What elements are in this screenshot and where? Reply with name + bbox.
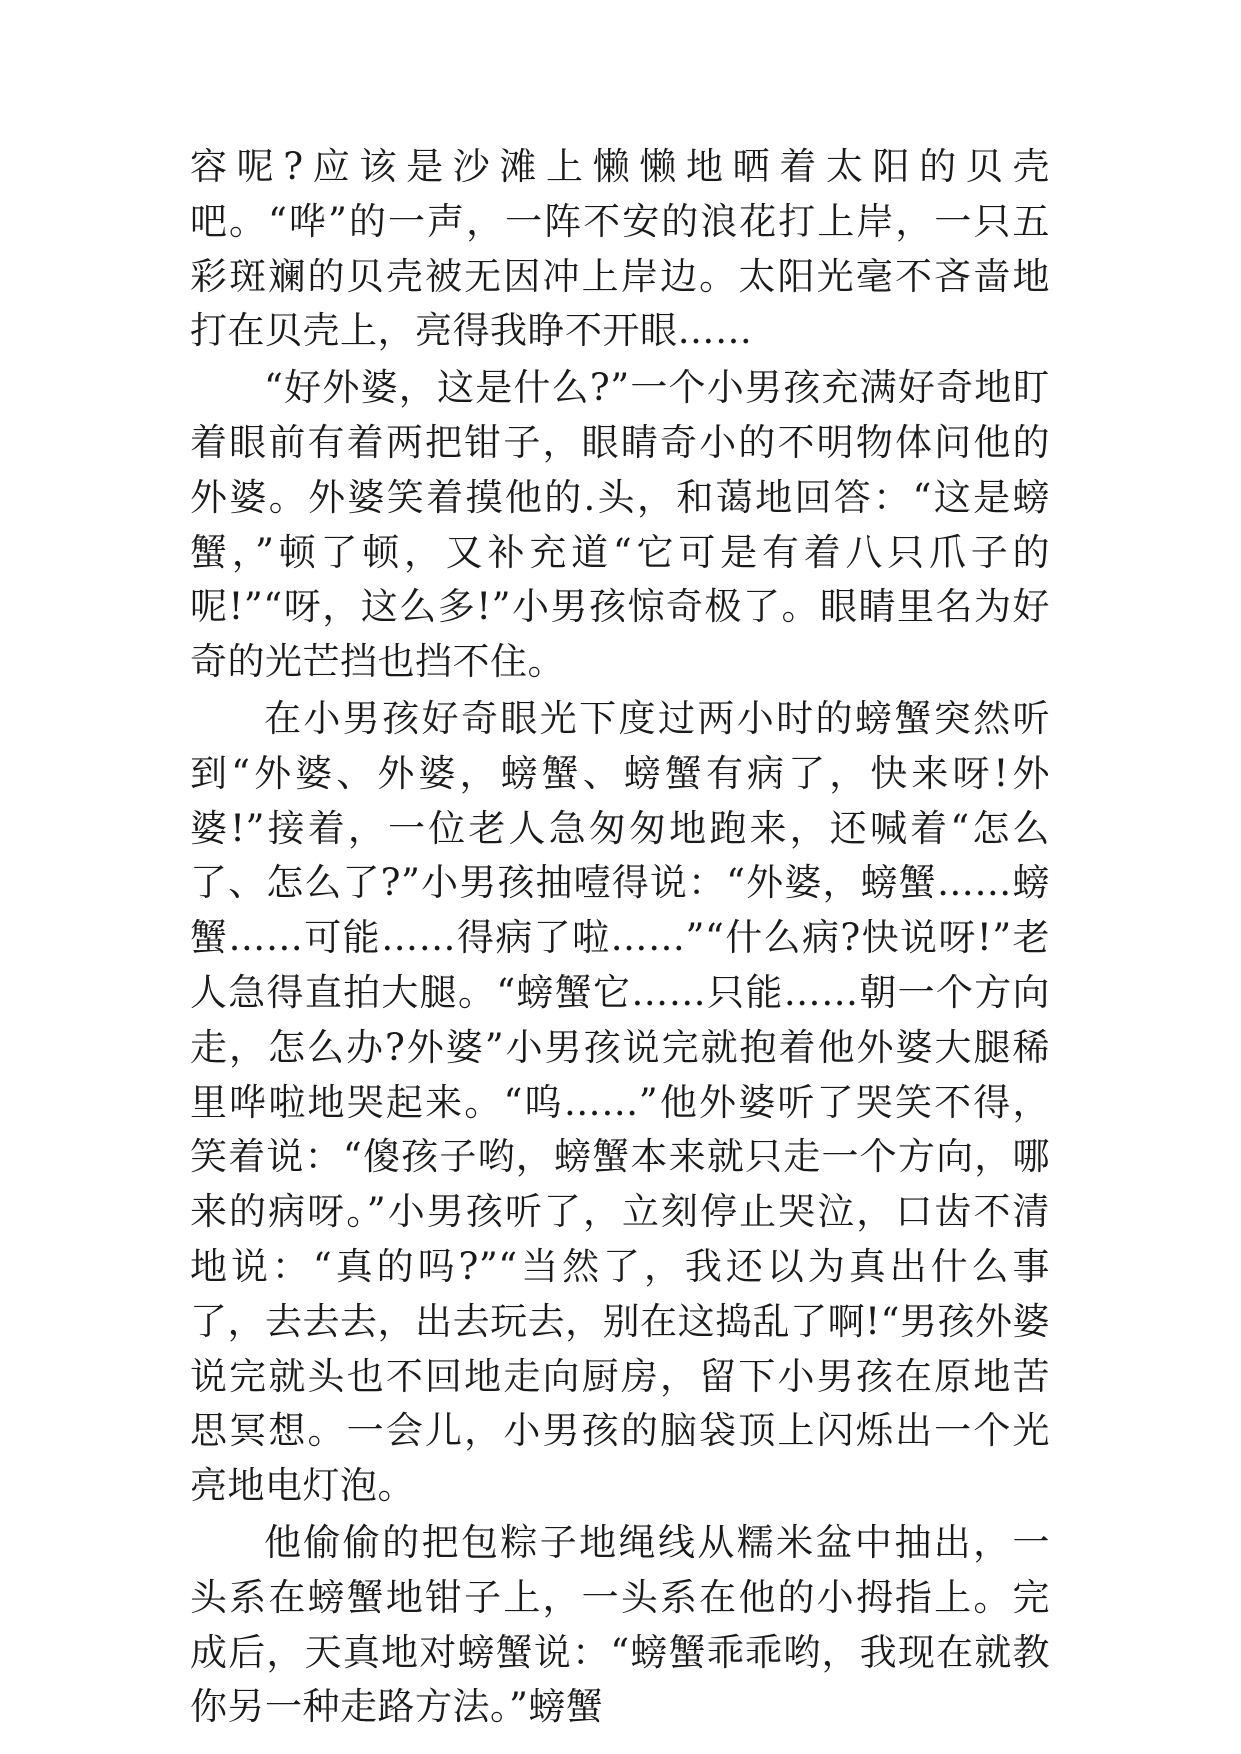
document-page (190, 140, 1050, 1735)
paragraph-1: 容呢?应该是沙滩上懒懒地晒着太阳的贝壳吧。“哗”的一声，一阵不安的浪花打上岸，一只五彩斑斓的贝壳被无因冲上岸边。太阳光毫不吝啬地打在贝壳上，亮得我睁不开眼…… (190, 145, 1050, 353)
paragraph-3: 在小男孩好奇眼光下度过两小时的螃蟹突然听到“外婆、外婆，螃蟹、螃蟹有病了，快来呀!外婆!”接着，一位老人急匆匆地跑来，还喊着“怎么了、怎么了?”小男孩抽噎得说：“外婆，螃蟹……螃蟹……可能……得病了啦……”“什么病?快说呀!”老人急得直拍大腿。“螃蟹它……只能……朝一个方向走，怎么办?外婆”小男孩说完就抱着他外婆大腿稀里哗啦地哭起来。“呜……”他外婆听了哭笑不得，笑着说：“傻孩子哟，螃蟹本来就只走一个方向，哪来的病呀。”小男孩听了，立刻停止哭泣，口齿不清地说：“真的吗?”“当然了，我还以为真出什么事了，去去去，出去玩去，别在这捣乱了啊!“男孩外婆说完就头也不回地走向厨房，留下小男孩在原地苦思冥想。一会儿，小男孩的脑袋顶上闪烁出一个光亮地电灯泡。 (190, 696, 1050, 1508)
paragraph-2: “好外婆，这是什么?”一个小男孩充满好奇地盯着眼前有着两把钳子，眼睛奇小的不明物体问他的外婆。外婆笑着摸他的.头，和蔼地回答：“这是螃蟹，”顿了顿，又补充道“它可是有着八只爪子的呢!”“呀，这么多!”小男孩惊奇极了。眼睛里名为好奇的光芒挡也挡不住。 (190, 366, 1050, 684)
paragraph-4: 他偷偷的把包粽子地绳线从糯米盆中抽出，一头系在螃蟹地钳子上，一头系在他的小拇指上。完成后，天真地对螃蟹说：“螃蟹乖乖哟，我现在就教你另一种走路方法。”螃蟹 (190, 1520, 1050, 1729)
